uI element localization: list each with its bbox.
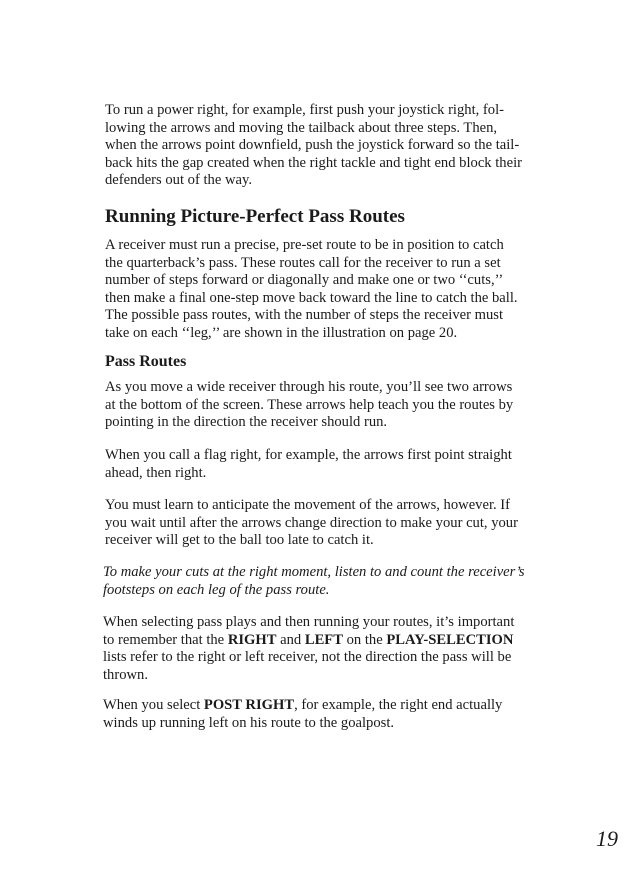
text-line: As you move a wide receiver through his route, you’ll see two arrows xyxy=(105,379,513,395)
text-line: at the bottom of the screen. These arrows help teach you the routes by xyxy=(105,396,514,413)
play-selection-term: PLAY-SELECTION xyxy=(386,631,514,648)
text-line xyxy=(103,632,543,650)
text-line: winds up running left on his route to the goalpost. xyxy=(103,714,395,731)
text-line: then make a final one-step move back toward the line to catch the ball. xyxy=(105,289,518,306)
text-line: back hits the gap created when the right tackle and tight end block their xyxy=(105,154,522,171)
text-line: take on each ‘‘leg,’’ are shown in the illustration on page 20. xyxy=(105,324,458,341)
text-run: and xyxy=(276,631,305,648)
text-line: The possible pass routes, with the number of steps the receiver must xyxy=(105,307,503,323)
pass-routes-paragraph xyxy=(105,447,545,482)
text-run: to remember that the xyxy=(103,631,228,648)
pass-routes-paragraph xyxy=(105,497,545,550)
selection-paragraph xyxy=(103,614,543,684)
page-number: 19 xyxy=(596,826,618,851)
section-paragraph xyxy=(105,237,545,342)
text-line: To run a power right, for example, first push your joystick right, fol- xyxy=(105,102,505,118)
text-line: When you call a flag right, for example, the arrows first point straight xyxy=(105,447,512,463)
pass-routes-paragraph xyxy=(105,379,545,432)
text-line: thrown. xyxy=(103,666,148,683)
text-line: footsteps on each leg of the pass route. xyxy=(103,581,330,598)
text-line: number of steps forward or diagonally and make one or two ‘‘cuts,’’ xyxy=(105,272,504,288)
text-line: pointing in the direction the receiver should run. xyxy=(105,414,388,430)
text-run: , for example, the right end actually xyxy=(294,697,503,713)
text-line: you wait until after the arrows change direction to make your cut, your xyxy=(105,514,518,531)
post-paragraph xyxy=(103,697,543,732)
text-line xyxy=(103,697,543,715)
right-term: RIGHT xyxy=(227,631,277,648)
text-line: lowing the arrows and moving the tailback about three steps. Then, xyxy=(105,119,498,136)
text-line: A receiver must run a precise, pre-set route to be in position to catch xyxy=(105,237,504,253)
text-line: lists refer to the right or left receiver, not the direction the pass will be xyxy=(103,649,512,665)
text-line: ahead, then right. xyxy=(105,464,207,481)
text-line: When selecting pass plays and then running your routes, it’s important xyxy=(103,614,515,630)
text-line: receiver will get to the ball too late to catch it. xyxy=(105,532,374,548)
subheading: Pass Routes xyxy=(105,353,187,370)
text-line: To make your cuts at the right moment, listen to and count the receiver’s xyxy=(103,564,525,580)
intro-paragraph xyxy=(105,102,545,190)
section-heading: Running Picture-Perfect Pass Routes xyxy=(105,206,405,227)
text-line: the quarterback’s pass. These routes call for the receiver to run a set xyxy=(105,254,501,271)
post-right-term: POST RIGHT xyxy=(203,697,295,713)
text-line: defenders out of the way. xyxy=(105,172,252,188)
text-line: You must learn to anticipate the movement of the arrows, however. If xyxy=(105,497,511,513)
tip-paragraph xyxy=(103,564,543,599)
left-term: LEFT xyxy=(304,631,343,648)
text-run: When you select xyxy=(103,697,204,713)
text-line: when the arrows point downfield, push the joystick forward so the tail- xyxy=(105,137,520,153)
text-run: on the xyxy=(342,631,387,648)
